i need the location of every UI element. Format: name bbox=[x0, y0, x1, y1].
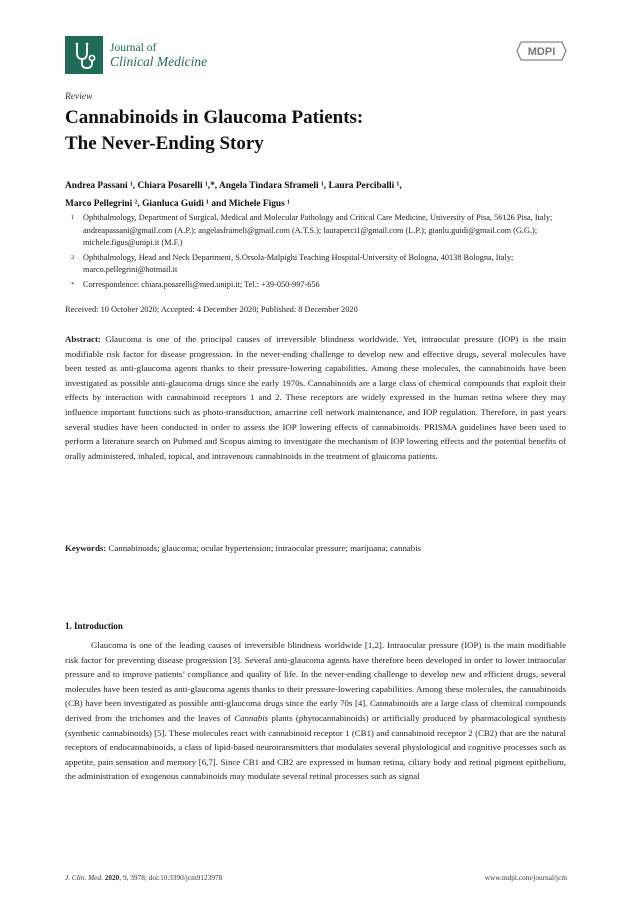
affiliation-number: * bbox=[71, 280, 75, 288]
publication-dates: Received: 10 October 2020; Accepted: 4 December 2020; Published: 8 December 2020 bbox=[65, 305, 358, 314]
affiliation-2 bbox=[65, 252, 570, 277]
footer-url[interactable]: www.mdpi.com/journal/jcm bbox=[484, 873, 567, 882]
affiliation-text: Ophthalmology, Head and Neck Department, S.Orsola-Malpighi Teaching Hospital-University of Bologna, 40138 Bologna, Italy; marco.pellegrini@hotmail.it bbox=[83, 252, 514, 275]
introduction-paragraph bbox=[65, 638, 566, 784]
abstract-label: Abstract: bbox=[65, 334, 101, 344]
author-line2: Marco Pellegrini ², Gianluca Guidi ¹ and Michele Figus ¹ bbox=[65, 199, 290, 209]
journal-name bbox=[110, 41, 207, 69]
article-type: Review bbox=[65, 92, 93, 102]
intro-text-part2: plants (phytocannabinoids) or artificially produced by pharmacological synthesis (synthetic cannabinoids) [5]. These molecules react with cannabinoid receptor 1 (CB1) and cannabinoid receptor 2 (CB2) that are the natural receptors of endocannabinoids, a class of lipid-based neurotransmitters that modulates several physiological and cognitive processes such as appetite, pain sensation and memory [6,7]. Since CB1 and CB2 are expressed in human retina, ciliary body and retinal pigment epithelium, the administration of exogenous cannabinoids may modulate several retinal processes such as signal bbox=[65, 712, 566, 782]
author-line1: Andrea Passani ¹, Chiara Posarelli ¹,*, Angela Tindara Sframeli ¹, Laura Perciballi ¹, bbox=[65, 181, 402, 191]
journal-logo-icon bbox=[65, 36, 103, 74]
footer-year: 2020 bbox=[104, 873, 120, 882]
footer-citation-rest: , 9, 3978; doi:10.3390/jcm9123978 bbox=[119, 873, 223, 882]
affiliation-number: 1 bbox=[71, 214, 75, 221]
affiliation-text: Ophthalmology, Department of Surgical, Medical and Molecular Pathology and Critical Care Medicine, University of Pisa, 56126 Pisa, Italy; andreapassani@gmail.com (A.P.); angelasframeli@gmail.com (A.T.S.); lauraperci1@gmail.com (L.P.); gianlu.guidi@gmail.com (G.G.); michele.figus@unipi.it (M.F.) bbox=[83, 213, 553, 248]
journal-name-line2: Clinical Medicine bbox=[110, 54, 208, 69]
intro-text-part1: Glaucoma is one of the leading causes of irreversible blindness worldwide [1,2]. Intraocular pressure (IOP) is the main modifiable risk factor for preventing disease progression [3]. Several anti-glaucoma agents have therefore been developed in order to lower intraocular pressure and to improve patients’ compliance and quality of life. In the never-ending challenge to develop new and efficient drugs, several molecules have been tested as anti-glaucoma agents thanks to their pressure-lowering capabilities. Among these molecules, the cannabinoids (CB) have been investigated as possible anti-glaucoma drugs since the early 70s [4]. Cannabinoids are a large class of chemical compounds derived from the trichomes and the leaves of bbox=[65, 640, 566, 723]
journal-name-line1: Journal of bbox=[110, 42, 157, 54]
intro-italic-term: Cannabis bbox=[234, 712, 269, 723]
correspondence bbox=[65, 279, 570, 292]
section-heading: 1. Introduction bbox=[65, 621, 123, 631]
affiliation-number: 2 bbox=[71, 253, 75, 261]
affiliations bbox=[65, 212, 570, 294]
footer-journal-abbrev: J. Clin. Med. bbox=[65, 873, 103, 882]
paper-title bbox=[65, 105, 565, 157]
mdpi-logo-text: MDPI bbox=[527, 46, 556, 59]
affiliation-1 bbox=[65, 212, 570, 250]
keywords-text: Cannabinoids; glaucoma; ocular hypertension; intraocular pressure; marijuana; cannabis bbox=[108, 543, 422, 553]
abstract-text: Glaucoma is one of the principal causes of irreversible blindness worldwide. Yet, intraocular pressure (IOP) is the main modifiable risk factor for disease progression. In the never-ending challenge to develop new and effective drugs, several molecules have been tested as anti-glaucoma agents thanks to their pressure-lowering capabilities. Among these molecules, the cannabinoids have been investigated as possible anti-glaucoma drugs since the early 1970s. Cannabinoids are a large class of chemical compounds that exploit their effects by interaction with cannabinoid receptors 1 and 2. These receptors are widely expressed in the human retina where they may influence important functions such as photo-transduction, amacrine cell network maintenance, and IOP regulation. Therefore, in past years several studies have been conducted in order to assess the IOP lowering effects of cannabinoids. PRISMA guidelines have been used to perform a literature search on Pubmed and Scopus aiming to investigate the mechanism of IOP lowering effects and the potential benefits of orally administered, inhaled, topical, and intravenous cannabinoids in the treatment of glaucoma patients. bbox=[65, 334, 566, 461]
mdpi-logo bbox=[516, 40, 567, 62]
correspondence-text: Correspondence: chiara.posarelli@med.unipi.it; Tel.: +39-050-997-656 bbox=[83, 279, 320, 289]
author-list bbox=[65, 177, 570, 213]
footer-citation bbox=[65, 873, 222, 882]
keywords bbox=[65, 541, 566, 556]
paper-title-line1: Cannabinoids in Glaucoma Patients: bbox=[65, 107, 364, 128]
keywords-label: Keywords: bbox=[65, 543, 107, 553]
paper-title-line2: The Never-Ending Story bbox=[65, 133, 264, 154]
abstract bbox=[65, 332, 566, 463]
